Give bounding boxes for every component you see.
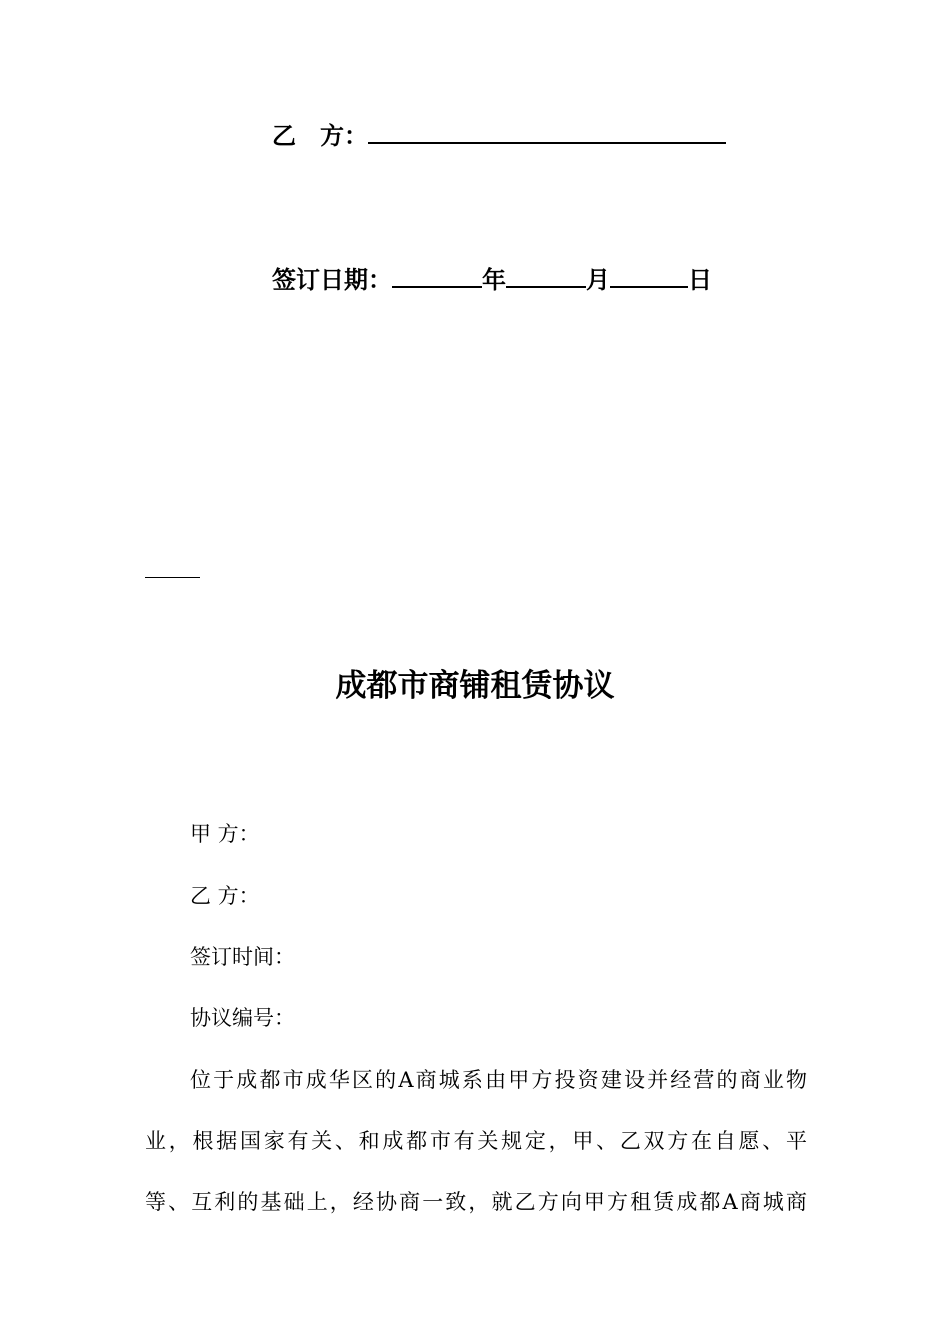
sign-date-label: 签订日期： — [272, 266, 392, 294]
field-agreement-no: 协议编号： — [190, 1006, 295, 1030]
month-label: 月 — [586, 266, 610, 294]
body-paragraph-line: 业，根据国家有关、和成都市有关规定，甲、乙双方在自愿、平 — [145, 1129, 807, 1153]
year-blank[interactable] — [392, 262, 482, 288]
party-b-blank[interactable] — [368, 118, 726, 144]
field-sign-time: 签订时间： — [190, 945, 295, 969]
day-label: 日 — [688, 266, 712, 294]
document-title: 成都市商铺租赁协议 — [335, 668, 615, 704]
party-b-signature-line — [272, 118, 726, 151]
sign-date-line — [272, 262, 712, 295]
field-party-b: 乙 方： — [190, 884, 260, 908]
party-b-label-suffix: 方： — [320, 122, 368, 150]
year-label: 年 — [482, 266, 506, 294]
month-blank[interactable] — [506, 262, 586, 288]
body-paragraph-line: 等、互利的基础上，经协商一致，就乙方向甲方租赁成都A商城商 — [145, 1190, 807, 1214]
divider-rule — [145, 577, 200, 578]
day-blank[interactable] — [610, 262, 688, 288]
body-paragraph-line: 位于成都市成华区的A商城系由甲方投资建设并经营的商业物 — [190, 1068, 807, 1092]
party-b-label-char: 乙 — [272, 122, 296, 150]
field-party-a: 甲 方： — [190, 822, 260, 846]
